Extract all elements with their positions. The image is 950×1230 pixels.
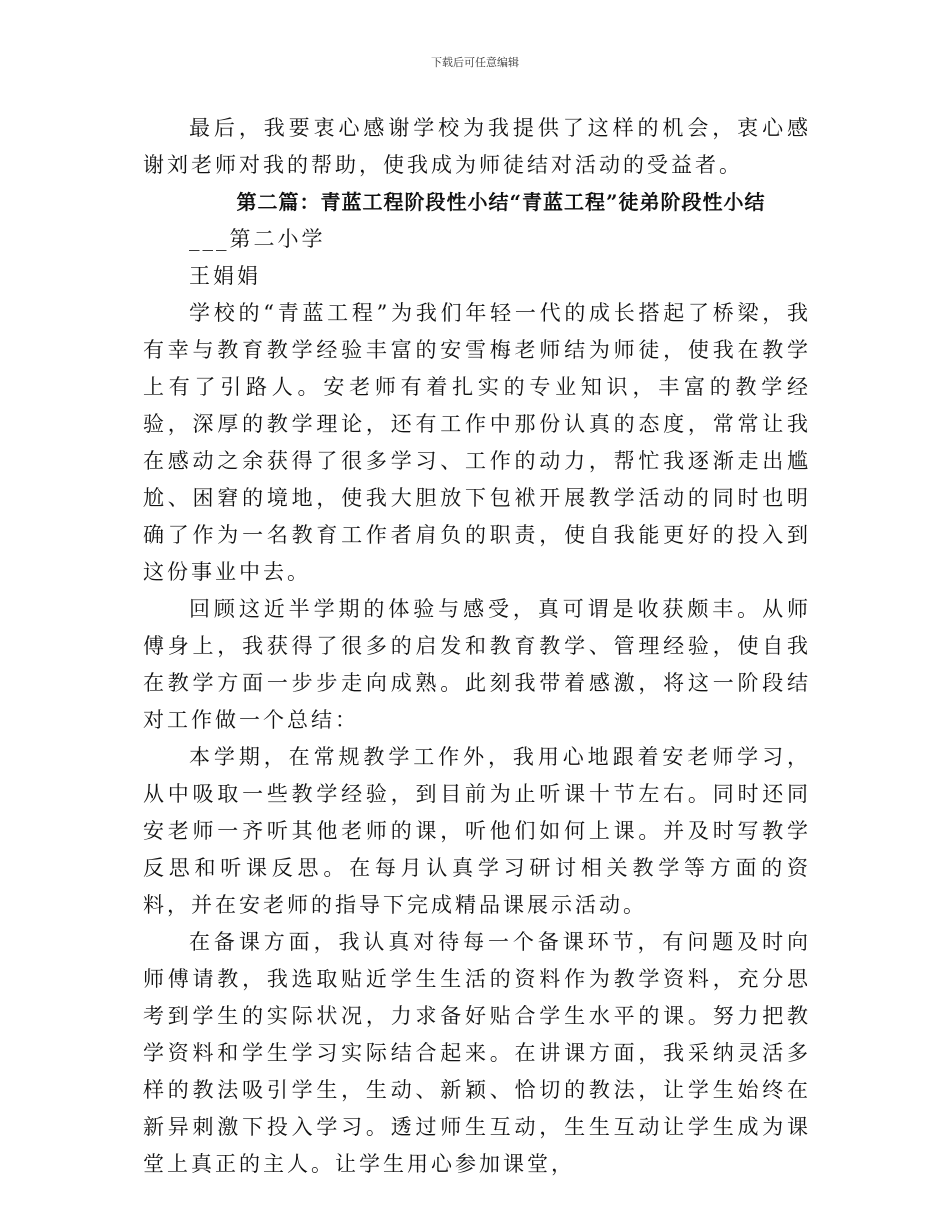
school-line: ___第二小学 [189,227,326,251]
body-paragraph: 学校的“青蓝工程”为我们年轻一代的成长搭起了桥梁，我有幸与教育教学经验丰富的安雪梅老师结为师徒，使我在教学上有了引路人。安老师有着扎实的专业知识，丰富的教学经验，深厚的教学理论，还有工作中那份认真的态度，常常让我在感动之余获得了很多学习、工作的动力，帮忙我逐渐走出尴尬、困窘的境地，使我大胆放下包袱开展教学活动的同时也明确了作为一名教育工作者肩负的职责，使自我能更好的投入到这份事业中去。 [143,301,811,584]
body-paragraph: 在备课方面，我认真对待每一个备课环节，有问题及时向师傅请教，我选取贴近学生生活的资料作为教学资料，充分思考到学生的实际状况，力求备好贴合学生水平的课。努力把教学资料和学生学习实际结合起来。在讲课方面，我采纳灵活多样的教法吸引学生，生动、新颖、恰切的教法，让学生始终在新异刺激下投入学习。透过师生互动，生生互动让学生成为课堂上真正的主人。让学生用心参加课堂， [143,930,811,1176]
document-body [143,110,811,1183]
intro-paragraph: 最后，我要衷心感谢学校为我提供了这样的机会，衷心感谢刘老师对我的帮助，使我成为师徒结对活动的受益者。 [143,116,811,177]
section-title: 第二篇：青蓝工程阶段性小结“青蓝工程”徒弟阶段性小结 [236,190,766,214]
author-line: 王娟娟 [189,264,261,288]
page-header-note: 下载后可任意编辑 [431,56,519,69]
body-paragraph: 回顾这近半学期的体验与感受，真可谓是收获颇丰。从师傅身上，我获得了很多的启发和教育教学、管理经验，使自我在教学方面一步步走向成熟。此刻我带着感激，将这一阶段结对工作做一个总结： [143,597,811,732]
body-paragraph: 本学期，在常规教学工作外，我用心地跟着安老师学习，从中吸取一些教学经验，到目前为止听课十节左右。同时还同安老师一齐听其他老师的课，听他们如何上课。并及时写教学反思和听课反思。在每月认真学习研讨相关教学等方面的资料，并在安老师的指导下完成精品课展示活动。 [143,745,811,917]
